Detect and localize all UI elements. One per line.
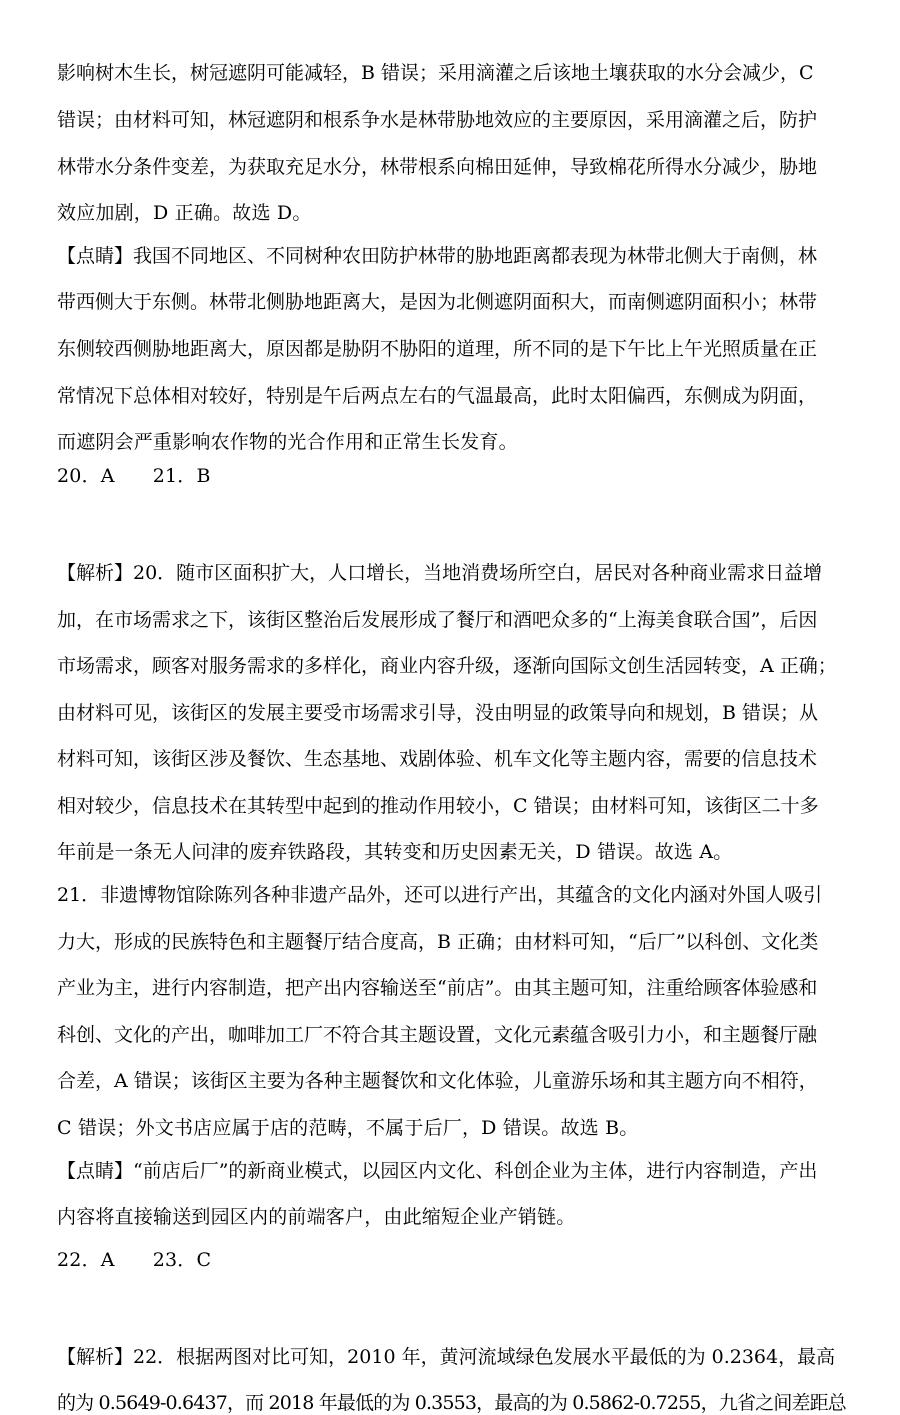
text-line: 由材料可见，该街区的发展主要受市场需求引导，没由明显的政策导向和规划，B 错误；从 <box>57 702 819 724</box>
text-line: C 错误；外文书店应属于店的范畴，不属于后厂，D 错误。故选 B。 <box>57 1117 639 1139</box>
text-line: 相对较少，信息技术在其转型中起到的推动作用较小，C 错误；由材料可知，该街区二十多 <box>57 795 819 817</box>
answer-21: 21．B <box>152 465 211 487</box>
answer-20: 20．A <box>57 465 115 487</box>
answer-line <box>57 464 211 488</box>
commentary-line: 【点睛】“前店后厂”的新商业模式，以园区内文化、科创企业为主体，进行内容制造，产出 <box>57 1160 818 1182</box>
text-line: 影响树木生长，树冠遮阴可能减轻，B 错误；采用滴灌之后该地土壤获取的水分会减少，C <box>57 62 814 84</box>
text-line: 21．非遗博物馆除陈列各种非遗产品外，还可以进行产出，其蕴含的文化内涵对外国人吸引 <box>57 884 823 906</box>
text-line: 产业为主，进行内容制造，把产出内容输送至“前店”。由其主题可知，注重给顾客体验感和 <box>57 977 818 999</box>
text-line: 东侧较西侧胁地距离大，原因都是胁阴不胁阳的道理，所不同的是下午比上午光照质量在正 <box>57 338 818 360</box>
text-line: 常情况下总体相对较好，特别是午后两点左右的气温最高，此时太阳偏西，东侧成为阴面， <box>57 385 818 407</box>
analysis-line: 【解析】22．根据两图对比可知，2010 年，黄河流域绿色发展水平最低的为 0.2364，最高 <box>57 1346 836 1368</box>
text-line: 科创、文化的产出，咖啡加工厂不符合其主题设置，文化元素蕴含吸引力小，和主题餐厅融 <box>57 1024 818 1046</box>
answer-22: 22．A <box>57 1249 115 1271</box>
text-line: 错误；由材料可知，林冠遮阴和根系争水是林带胁地效应的主要原因，采用滴灌之后，防护 <box>57 109 818 131</box>
analysis-line: 【解析】20．随市区面积扩大，人口增长，当地消费场所空白，居民对各种商业需求日益增 <box>57 562 823 584</box>
text-line: 效应加剧，D 正确。故选 D。 <box>57 202 312 224</box>
text-line: 加，在市场需求之下，该街区整治后发展形成了餐厅和酒吧众多的“上海美食联合国”，后因 <box>57 609 818 631</box>
text-line: 材料可知，该街区涉及餐饮、生态基地、戏剧体验、机车文化等主题内容，需要的信息技术 <box>57 748 818 770</box>
text-line: 林带水分条件变差，为获取充足水分，林带根系向棉田延伸，导致棉花所得水分减少，胁地 <box>57 156 818 178</box>
text-line: 合差，A 错误；该街区主要为各种主题餐饮和文化体验，儿童游乐场和其主题方向不相符， <box>57 1070 818 1092</box>
text-line: 内容将直接输送到园区内的前端客户，由此缩短企业产销链。 <box>57 1206 576 1228</box>
text-line: 力大，形成的民族特色和主题餐厅结合度高，B 正确；由材料可知，“后厂”以科创、文化类 <box>57 931 819 953</box>
answer-23: 23．C <box>152 1249 212 1271</box>
text-line: 市场需求，顾客对服务需求的多样化，商业内容升级，逐渐向国际文创生活园转变，A 正确； <box>57 655 837 677</box>
text-line: 的为 0.5649-0.6437，而 2018 年最低的为 0.3553，最高的为 0.5862-0.7255，九省之间差距总 <box>57 1392 846 1414</box>
commentary-line: 【点睛】我国不同地区、不同树种农田防护林带的胁地距离都表现为林带北侧大于南侧，林 <box>57 245 818 267</box>
answer-line <box>57 1248 211 1272</box>
text-line: 带西侧大于东侧。林带北侧胁地距离大，是因为北侧遮阴面积大，而南侧遮阴面积小；林带 <box>57 291 818 313</box>
text-line: 年前是一条无人问津的废弃铁路段，其转变和历史因素无关，D 错误。故选 A。 <box>57 841 733 863</box>
text-line: 而遮阴会严重影响农作物的光合作用和正常生长发育。 <box>57 431 518 453</box>
